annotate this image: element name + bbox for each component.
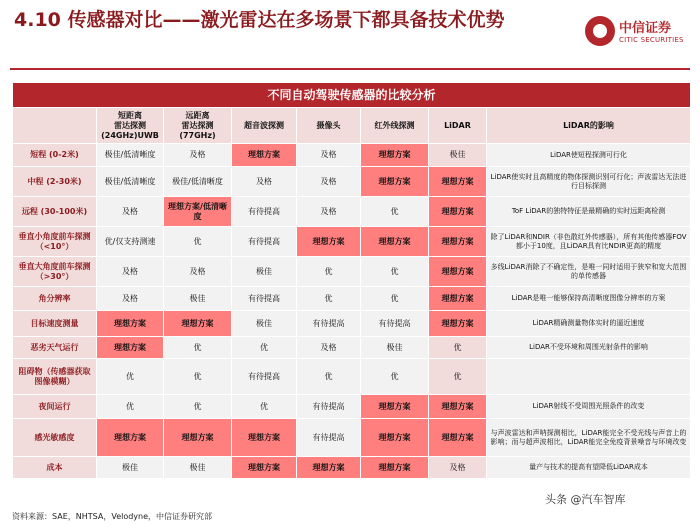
table-cell: 理想方案 bbox=[361, 227, 429, 257]
table-cell: 优 bbox=[297, 287, 361, 311]
table-cell: 及格 bbox=[297, 197, 361, 227]
table-cell: 理想方案 bbox=[429, 167, 487, 197]
table-row bbox=[13, 257, 691, 287]
logo-en: CITIC SECURITIES bbox=[619, 36, 684, 44]
table-cell: 极佳 bbox=[429, 144, 487, 167]
table-cell: 优 bbox=[429, 359, 487, 395]
lidar-impact-note: 量产与技术的提高有望降低LiDAR成本 bbox=[487, 457, 691, 479]
row-label: 夜间运行 bbox=[13, 395, 97, 419]
table-cell: 优 bbox=[361, 359, 429, 395]
table-cell: 及格 bbox=[97, 257, 164, 287]
table-cell: 理想方案 bbox=[361, 419, 429, 457]
table-cell: 理想方案 bbox=[232, 457, 297, 479]
header-cell: LiDAR bbox=[429, 108, 487, 144]
table-cell: 及格 bbox=[297, 167, 361, 197]
header-cell bbox=[13, 108, 97, 144]
lidar-impact-note: LiDAR是唯一能够保持高清晰度图像分辨率的方案 bbox=[487, 287, 691, 311]
row-label: 短程 (0-2米) bbox=[13, 144, 97, 167]
source-note: 资料来源：SAE，NHTSA，Velodyne，中信证券研究部 bbox=[12, 512, 213, 521]
table-cell: 及格 bbox=[297, 337, 361, 359]
table-cell: 优 bbox=[297, 257, 361, 287]
citic-logo bbox=[585, 16, 693, 56]
row-label: 阻碍物（传感器获取图像模糊） bbox=[13, 359, 97, 395]
lidar-impact-note: ToF LiDAR的独特特征是最精确的实时远距离检测 bbox=[487, 197, 691, 227]
sensor-comparison-table bbox=[12, 82, 691, 479]
table-cell: 优 bbox=[361, 287, 429, 311]
table-cell: 及格 bbox=[164, 257, 232, 287]
table-cell: 优 bbox=[232, 337, 297, 359]
table-cell: 极佳 bbox=[232, 257, 297, 287]
row-label: 中程 (2-30米) bbox=[13, 167, 97, 197]
row-label: 目标速度测量 bbox=[13, 311, 97, 337]
header-cell: 红外线探测 bbox=[361, 108, 429, 144]
row-label: 恶劣天气运行 bbox=[13, 337, 97, 359]
table-cell: 有待提高 bbox=[232, 359, 297, 395]
table-cell: 理想方案 bbox=[297, 457, 361, 479]
header-cell: 超音波探测 bbox=[232, 108, 297, 144]
table-cell: 理想方案 bbox=[164, 419, 232, 457]
table-cell: 有待提高 bbox=[297, 311, 361, 337]
table-cell: 有待提高 bbox=[232, 227, 297, 257]
table-row bbox=[13, 337, 691, 359]
table-body bbox=[13, 144, 691, 479]
lidar-impact-note: 与声波雷达和声呐探测相比，LiDAR能完全不受光线与声音上的影响；而与超声波相比，LiDAR能完全免疫背景噪音与环境改变 bbox=[487, 419, 691, 457]
table-cell: 理想方案 bbox=[429, 257, 487, 287]
table-cell: 极佳 bbox=[232, 311, 297, 337]
table-cell: 有待提高 bbox=[232, 197, 297, 227]
table-cell: 优 bbox=[232, 395, 297, 419]
table-cell: 理想方案 bbox=[97, 337, 164, 359]
table-cell: 理想方案 bbox=[429, 287, 487, 311]
lidar-impact-note: LiDAR使实时且高精度的物体探测识别可行化；声波雷达无法进行目标探测 bbox=[487, 167, 691, 197]
table-cell: 理想方案 bbox=[97, 311, 164, 337]
table-cell: 极佳/低清晰度 bbox=[97, 144, 164, 167]
header-cell: 远距离 雷达探测 (77GHz) bbox=[164, 108, 232, 144]
table-cell: 极佳 bbox=[164, 457, 232, 479]
table-row bbox=[13, 144, 691, 167]
table-cell: 优 bbox=[429, 337, 487, 359]
table-row bbox=[13, 197, 691, 227]
table-cell: 理想方案 bbox=[361, 457, 429, 479]
table-cell: 理想方案 bbox=[232, 419, 297, 457]
row-label: 成本 bbox=[13, 457, 97, 479]
table-header-row bbox=[13, 108, 691, 144]
table-row bbox=[13, 311, 691, 337]
table-row bbox=[13, 287, 691, 311]
row-label: 感光敏感度 bbox=[13, 419, 97, 457]
table-cell: 优/仅支持测速 bbox=[97, 227, 164, 257]
page-title: 4.10 传感器对比——激光雷达在多场景下都具备技术优势 bbox=[14, 9, 505, 31]
table-cell: 及格 bbox=[97, 287, 164, 311]
table-cell: 优 bbox=[361, 257, 429, 287]
table-cell: 优 bbox=[97, 359, 164, 395]
table-cell: 理想方案 bbox=[429, 197, 487, 227]
table-cell: 优 bbox=[164, 359, 232, 395]
table-cell: 极佳/低清晰度 bbox=[97, 167, 164, 197]
table-cell: 及格 bbox=[164, 144, 232, 167]
table-cell: 有待提高 bbox=[232, 287, 297, 311]
logo-cn: 中信证券 bbox=[619, 21, 672, 36]
header-cell: LiDAR的影响 bbox=[487, 108, 691, 144]
lidar-impact-note bbox=[487, 359, 691, 395]
table-cell: 理想方案 bbox=[361, 144, 429, 167]
lidar-impact-note: LiDAR精确测量物体实时的逼近速度 bbox=[487, 311, 691, 337]
lidar-impact-note: LiDAR使短程探测可行化 bbox=[487, 144, 691, 167]
citic-logo-icon bbox=[585, 16, 615, 46]
header-cell: 摄像头 bbox=[297, 108, 361, 144]
table-cell: 优 bbox=[164, 395, 232, 419]
table-cell: 极佳 bbox=[164, 287, 232, 311]
table-cell: 理想方案 bbox=[361, 395, 429, 419]
table-cell: 及格 bbox=[429, 457, 487, 479]
table-cell: 优 bbox=[97, 395, 164, 419]
table-cell: 极佳 bbox=[361, 337, 429, 359]
table-cell: 理想方案/低清晰度 bbox=[164, 197, 232, 227]
table-caption: 不同自动驾驶传感器的比较分析 bbox=[13, 83, 691, 108]
lidar-impact-note: LiDAR射线不受周围光照条件的改变 bbox=[487, 395, 691, 419]
table-cell: 极佳 bbox=[97, 457, 164, 479]
table-cell: 极佳/低清晰度 bbox=[164, 167, 232, 197]
table-cell: 及格 bbox=[232, 167, 297, 197]
row-label: 垂直小角度前车探测（<10°） bbox=[13, 227, 97, 257]
table-row bbox=[13, 167, 691, 197]
table-cell: 有待提高 bbox=[297, 395, 361, 419]
watermark: 头条 @汽车智库 bbox=[545, 493, 626, 506]
lidar-impact-note: 多线LiDAR消除了不确定性，是唯一同时适用于狭窄和宽大范围的单传感器 bbox=[487, 257, 691, 287]
row-label: 垂直大角度前车探测（>30°） bbox=[13, 257, 97, 287]
table-row bbox=[13, 419, 691, 457]
table-cell: 优 bbox=[164, 227, 232, 257]
title-rule bbox=[10, 68, 690, 70]
header-cell: 短距离 雷达探测 (24GHz)UWB bbox=[97, 108, 164, 144]
table-cell: 理想方案 bbox=[232, 144, 297, 167]
table-row bbox=[13, 359, 691, 395]
table-cell: 优 bbox=[297, 359, 361, 395]
table-cell: 理想方案 bbox=[429, 419, 487, 457]
table-cell: 优 bbox=[361, 197, 429, 227]
table-row bbox=[13, 395, 691, 419]
table-cell: 优 bbox=[164, 337, 232, 359]
table-cell: 理想方案 bbox=[164, 311, 232, 337]
table-row bbox=[13, 457, 691, 479]
table-cell: 有待提高 bbox=[297, 419, 361, 457]
table-cell: 有待提高 bbox=[361, 311, 429, 337]
row-label: 角分辨率 bbox=[13, 287, 97, 311]
table-cell: 及格 bbox=[297, 144, 361, 167]
table-cell: 理想方案 bbox=[429, 395, 487, 419]
lidar-impact-note: 除了LiDAR和NDIR（非色散红外传感器），所有其他传感器FOV都小于10度，且LiDAR具有比NDIR更高的精度 bbox=[487, 227, 691, 257]
table-cell: 理想方案 bbox=[429, 311, 487, 337]
table-cell: 理想方案 bbox=[429, 227, 487, 257]
lidar-impact-note: LiDAR不受环境和周围光射条件的影响 bbox=[487, 337, 691, 359]
table-cell: 理想方案 bbox=[297, 227, 361, 257]
table-cell: 理想方案 bbox=[97, 419, 164, 457]
table-cell: 及格 bbox=[97, 197, 164, 227]
row-label: 远程 (30-100米) bbox=[13, 197, 97, 227]
table-row bbox=[13, 227, 691, 257]
table-cell: 理想方案 bbox=[361, 167, 429, 197]
